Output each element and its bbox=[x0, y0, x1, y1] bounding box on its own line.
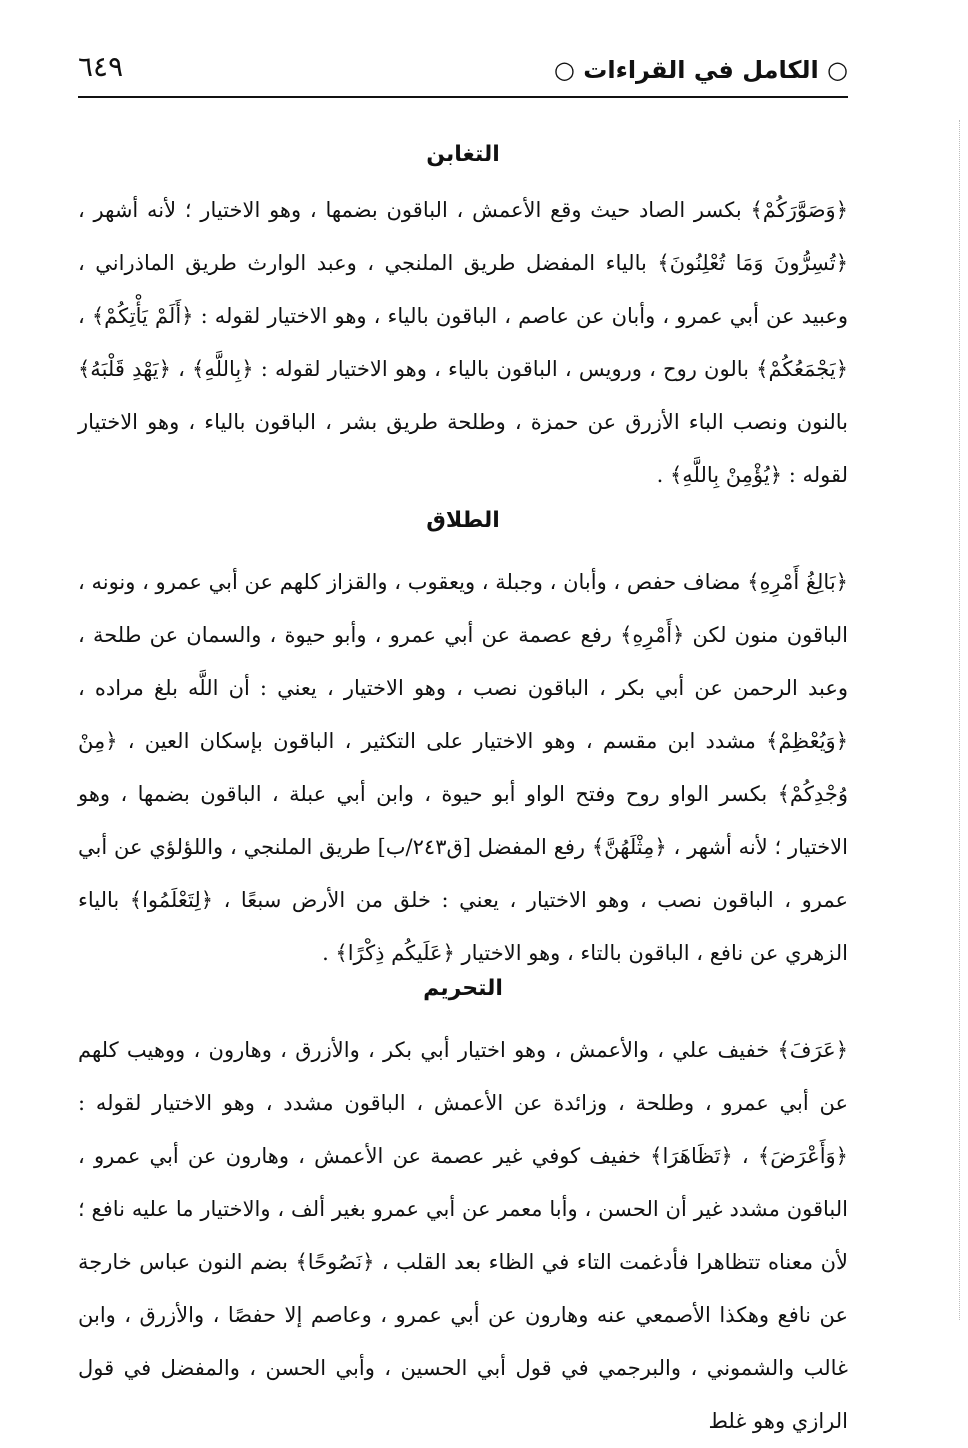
header-rule bbox=[78, 96, 848, 98]
section-body: ﴿بَالِغُ أَمْرِهِ﴾ مضاف حفص ، وأبان ، وجبلة ، ويعقوب ، والقزاز كلهم عن أبي عمرو ، ونونه ، الباقون منون لكن ﴿أَمْرِهِ﴾ رفع عصمة عن أبي عمرو ، وأبو حيوة ، والسمان عن طلحة ، وعبد الرحمن عن أبي بكر ، الباقون نصب ، وهو الاختيار ، يعني : أن اللَّه بلغ مراده ، ﴿وَيُعْظِمْ﴾ مشدد ابن مقسم ، وهو الاختيار على التكثير ، الباقون بإسكان العين ، ﴿مِنْ وُجْدِكُمْ﴾ بكسر الواو روح وفتح الواو أبو حيوة ، وابن أبي عبلة ، الباقون بضمها ، وهو الاختيار ؛ لأنه أشهر ، ﴿مِثْلَهُنَّ﴾ رفع المفضل [ق٢٤٣/ب] طريق الملنجي ، واللؤلؤي عن أبي عمرو ، الباقون نصب ، وهو الاختيار ، يعني : خلق من الأرض سبعًا ، ﴿لِتَعْلَمُوا﴾ بالياء الزهري عن نافع ، الباقون بالتاء ، وهو الاختيار ﴿عَلَيكُم ذِكْرًا﴾ . bbox=[78, 570, 848, 965]
section-tahrim bbox=[78, 974, 848, 1448]
page-number: ٦٤٩ bbox=[78, 50, 124, 83]
section-title: التحريم bbox=[423, 976, 503, 1001]
running-title: ○ الكامل في القراءات ○ bbox=[553, 56, 848, 84]
section-body: ﴿عَرَفَ﴾ خفيف علي ، والأعمش ، وهو اختيار أبي بكر ، والأزرق ، وهارون ، ووهيب كلهم عن أبي عمرو ، وطلحة ، وزائدة عن الأعمش ، الباقون مشدد ، وهو الاختيار لقوله : ﴿وَأَعْرَضَ﴾ ، ﴿تَظَاهَرَا﴾ خفيف كوفي غير عصمة عن الأعمش ، وهارون عن أبي عمرو ، الباقون مشدد غير أن الحسن ، وأبا معمر عن أبي عمرو بغير ألف ، والاختيار ما عليه نافع ؛ لأن معناه تتظاهرا فأدغمت التاء في الظاء بعد القلب ، ﴿نَصُوحًا﴾ بضم النون عباس خارجة عن نافع وهكذا الأصمعي عنه وهارون عن أبي عمرو ، وعاصم إلا حفصًا ، والأزرق ، وابن غالب والشموني ، والبرجمي في قول أبي الحسين ، وأبي الحسن ، والمفضل في قول الرازي وهو غلط bbox=[78, 1038, 848, 1433]
section-body: ﴿وَصَوَّرَكُمْ﴾ بكسر الصاد حيث وقع الأعمش ، الباقون بضمها ، وهو الاختيار ؛ لأنه أشهر ، ﴿تُسِرُّونَ وَمَا تُعْلِنُونَ﴾ بالياء المفضل طريق الملنجي ، وعبد الوارث طريق الماذراني ، وعبيد عن أبي عمرو ، وأبان عن عاصم ، الباقون بالياء ، وهو الاختيار لقوله : ﴿أَلَمْ يَأْتِكُمْ﴾ ، ﴿يَجْمَعُكُمْ﴾ بالون روح ، ورويس ، الباقون بالياء ، وهو الاختيار لقوله : ﴿بِاللَّهِ﴾ ، ﴿يَهْدِ قَلْبَهُ﴾ بالنون ونصب الباء الأزرق عن حمزة ، وطلحة طريق بشر ، الباقون بالياء ، وهو الاختيار لقوله : ﴿يُؤْمِنْ بِاللَّهِ﴾ . bbox=[78, 198, 849, 487]
section-title: الطلاق bbox=[426, 508, 500, 533]
section-talaq bbox=[78, 506, 848, 980]
page-header bbox=[78, 48, 848, 100]
section-taghabun bbox=[78, 140, 848, 502]
binding-edge-dots bbox=[957, 120, 960, 1320]
section-title: التغابن bbox=[426, 142, 500, 167]
